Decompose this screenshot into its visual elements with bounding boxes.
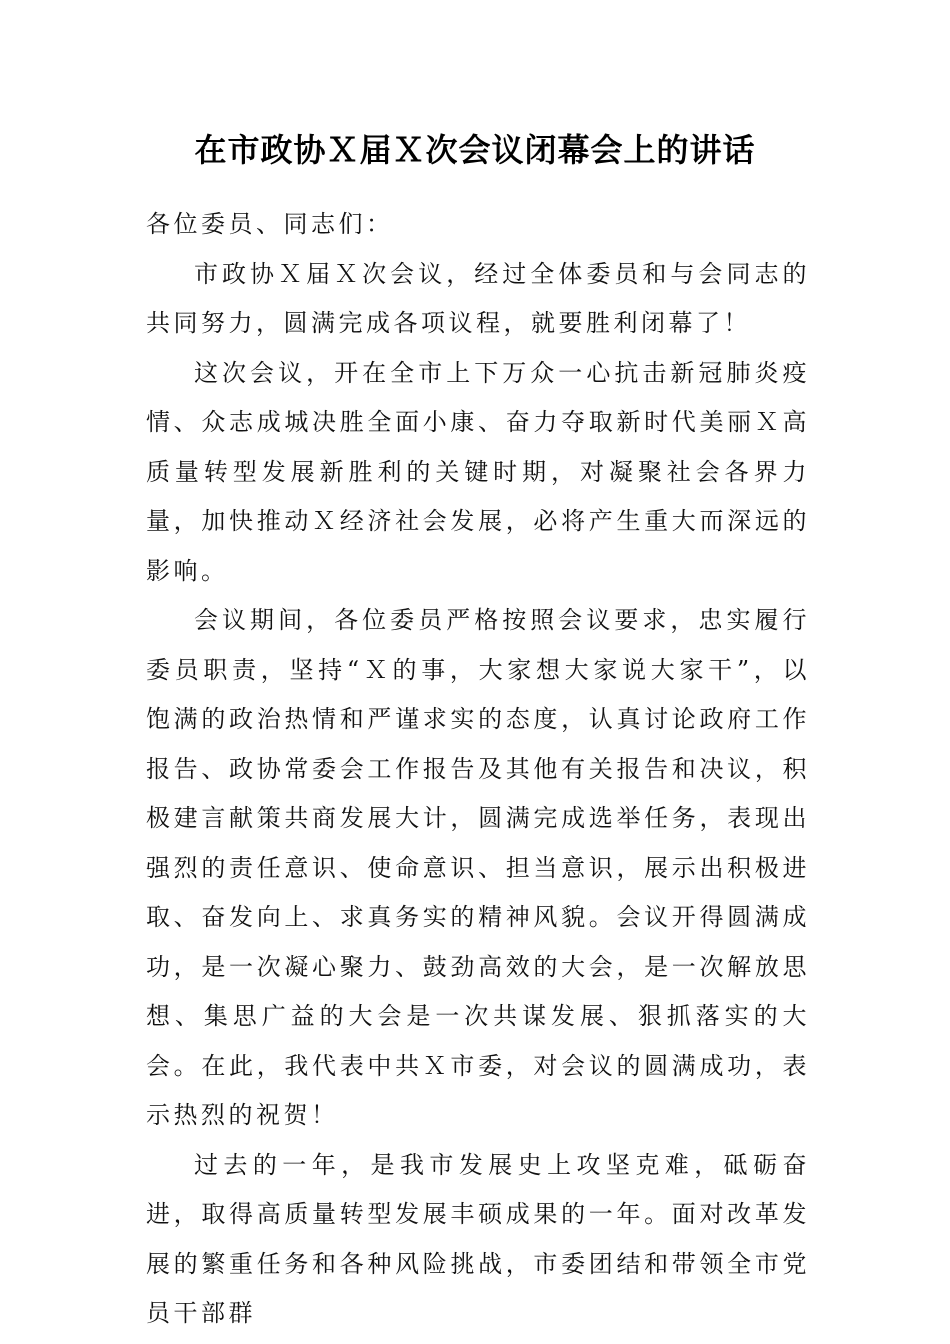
document-title: 在市政协Ｘ届Ｘ次会议闭幕会上的讲话 <box>194 131 756 169</box>
document-body <box>146 200 810 1339</box>
salutation: 各位委员、同志们： <box>146 210 394 238</box>
paragraph-2: 这次会议，开在全市上下万众一心抗击新冠肺炎疫情、众志成城决胜全面小康、奋力夺取新时代美丽Ｘ高质量转型发展新胜利的关键时期，对凝聚社会各界力量，加快推动Ｘ经济社会发展，必将产生重大而深远的影响。 <box>146 358 810 585</box>
paragraph-1: 市政协Ｘ届Ｘ次会议，经过全体委员和与会同志的共同努力，圆满完成各项议程，就要胜利闭幕了！ <box>146 259 810 337</box>
paragraph-3: 会议期间，各位委员严格按照会议要求，忠实履行委员职责，坚持“Ｘ的事，大家想大家说大家干”，以饱满的政治热情和严谨求实的态度，认真讨论政府工作报告、政协常委会工作报告及其他有关报告和决议，积极建言献策共商发展大计，圆满完成选举任务，表现出强烈的责任意识、使命意识、担当意识，展示出积极进取、奋发向上、求真务实的精神风貌。会议开得圆满成功，是一次凝心聚力、鼓劲高效的大会，是一次解放思想、集思广益的大会是一次共谋发展、狠抓落实的大会。在此，我代表中共Ｘ市委，对会议的圆满成功，表示热烈的祝贺！ <box>146 606 810 1129</box>
paragraph-4: 过去的一年，是我市发展史上攻坚克难，砥砺奋进，取得高质量转型发展丰硕成果的一年。面对改革发展的繁重任务和各种风险挑战，市委团结和带领全市党员干部群 <box>146 1150 810 1327</box>
